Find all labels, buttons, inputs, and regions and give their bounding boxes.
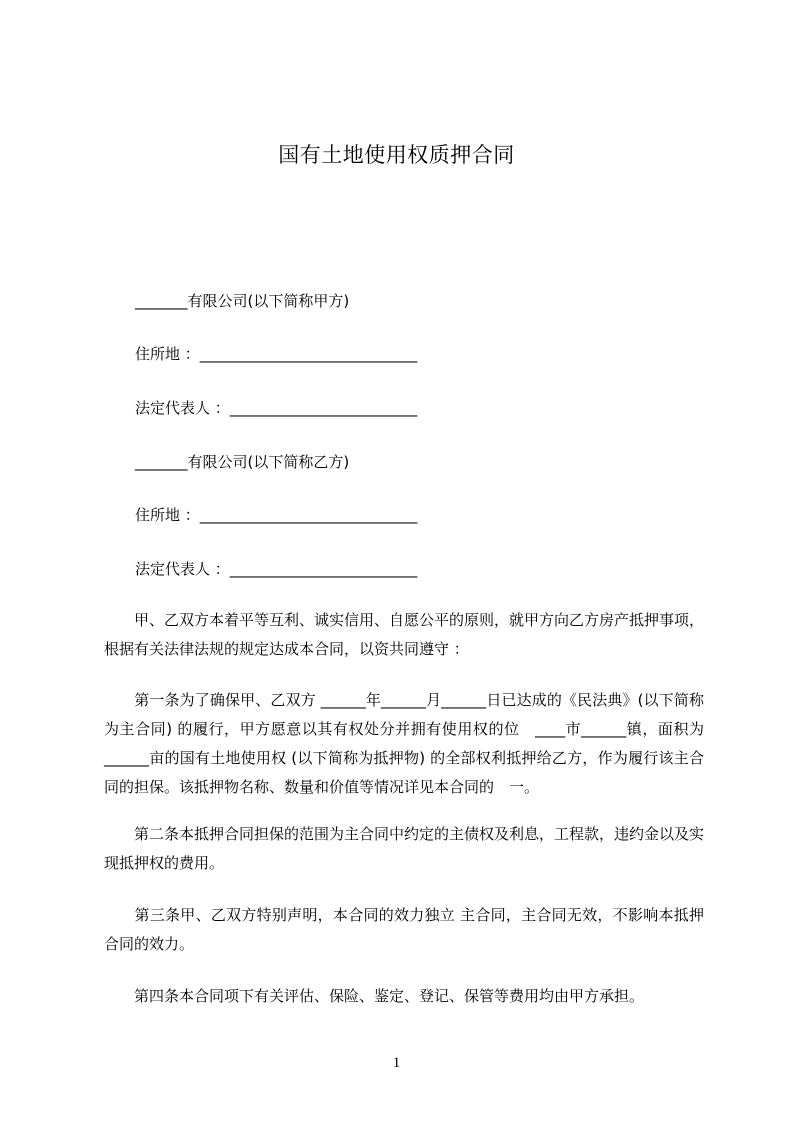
party-a-name: _______有限公司(以下简称甲方) [135, 292, 350, 310]
article-2-paragraph: 第二条本抵押合同担保的范围为主合同中约定的主债权及利息，工程款，违约金以及实现抵押权的费用。 [104, 825, 705, 872]
article-4-paragraph: 第四条本合同项下有关评估、保险、鉴定、登记、保管等费用均由甲方承担。 [104, 987, 645, 1005]
party-a-address: 住所地 ：_____________________________ [135, 345, 418, 363]
party-b-name: _______有限公司(以下简称乙方) [135, 453, 350, 471]
page-number: 1 [392, 1055, 401, 1071]
party-b-address: 住所地 ：_____________________________ [135, 506, 418, 524]
article-3-paragraph: 第三条甲、乙双方特别声明，本合同的效力独立 主合同，主合同无效，不影响本抵押合同的效力。 [104, 906, 704, 953]
party-b-representative: 法定代表人 ：_________________________ [135, 560, 418, 578]
document-title: 国有土地使用权质押合同 [278, 143, 515, 167]
article-1-paragraph: 第一条为了确保甲、乙双方 ______年______月______日已达成的《民法典》(以下简称为主合同) 的履行，甲方愿意以其有权处分并拥有使用权的位 ____市______镇，面积为______亩的国有土地使用权 (以下简称为抵押物) 的全部权利抵押给乙方，作为履行该主合同的担保。该抵押物名称、数量和价值等情况详见本合同的 一。 [104, 691, 704, 796]
preamble-paragraph: 甲、乙双方本着平等互利、诚实信用、自愿公平的原则，就甲方向乙方房产抵押事项，根据有关法律法规的规定达成本合同，以资共同遵守 ： [104, 611, 705, 658]
party-a-representative: 法定代表人 ：_________________________ [135, 399, 418, 417]
